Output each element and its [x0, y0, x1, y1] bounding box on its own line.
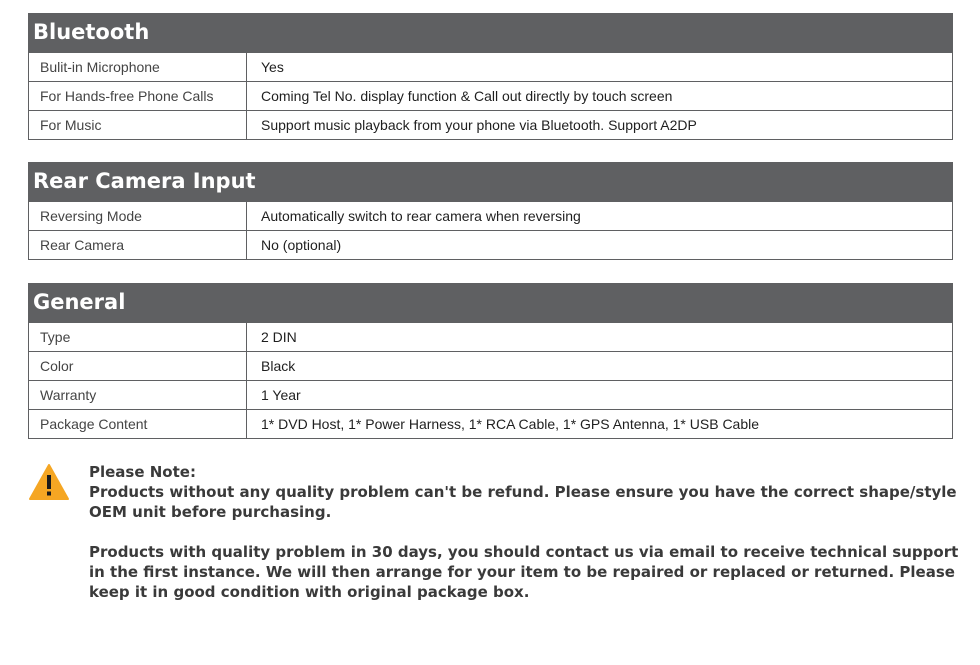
spec-label: Type: [29, 323, 247, 352]
spec-value: 1 Year: [247, 381, 953, 410]
table-row: [29, 410, 953, 439]
table-row: [29, 231, 953, 260]
spec-label: Bulit-in Microphone: [29, 53, 247, 82]
note-block: [28, 462, 973, 612]
spec-label: Package Content: [29, 410, 247, 439]
spec-section-rear-camera: [28, 162, 953, 260]
table-row: [29, 82, 953, 111]
warning-icon: [28, 462, 70, 502]
spec-label: Reversing Mode: [29, 202, 247, 231]
table-row: [29, 111, 953, 140]
spec-label: Rear Camera: [29, 231, 247, 260]
section-header: Bluetooth: [28, 13, 953, 52]
table-row: [29, 202, 953, 231]
spec-label: For Hands-free Phone Calls: [29, 82, 247, 111]
note-text: [89, 462, 979, 602]
table-row: [29, 323, 953, 352]
spec-value: Automatically switch to rear camera when reversing: [247, 202, 953, 231]
spec-value: Yes: [247, 53, 953, 82]
note-heading: Please Note:: [89, 463, 196, 481]
note-paragraph-refund: Products without any quality problem can't be refund. Please ensure you have the correct shape/style OEM unit before purchasing.: [89, 483, 957, 521]
spec-value: Black: [247, 352, 953, 381]
section-header: Rear Camera Input: [28, 162, 953, 201]
table-row: [29, 381, 953, 410]
section-header: General: [28, 283, 953, 322]
table-row: [29, 53, 953, 82]
spec-label: Color: [29, 352, 247, 381]
note-paragraph-quality: Products with quality problem in 30 days, you should contact us via email to receive technical support in the first instance. We will then arrange for your item to be repaired or replaced or returned. Please keep it in good condition with original package box.: [89, 543, 959, 601]
spec-table: [28, 52, 953, 140]
spec-value: Coming Tel No. display function & Call out directly by touch screen: [247, 82, 953, 111]
spec-value: 1* DVD Host, 1* Power Harness, 1* RCA Cable, 1* GPS Antenna, 1* USB Cable: [247, 410, 953, 439]
spec-table: [28, 322, 953, 439]
spec-value: Support music playback from your phone via Bluetooth. Support A2DP: [247, 111, 953, 140]
spec-table: [28, 201, 953, 260]
table-row: [29, 352, 953, 381]
spec-section-bluetooth: [28, 13, 953, 140]
spec-label: Warranty: [29, 381, 247, 410]
spec-label: For Music: [29, 111, 247, 140]
spec-section-general: [28, 283, 953, 439]
spec-value: No (optional): [247, 231, 953, 260]
spec-value: 2 DIN: [247, 323, 953, 352]
